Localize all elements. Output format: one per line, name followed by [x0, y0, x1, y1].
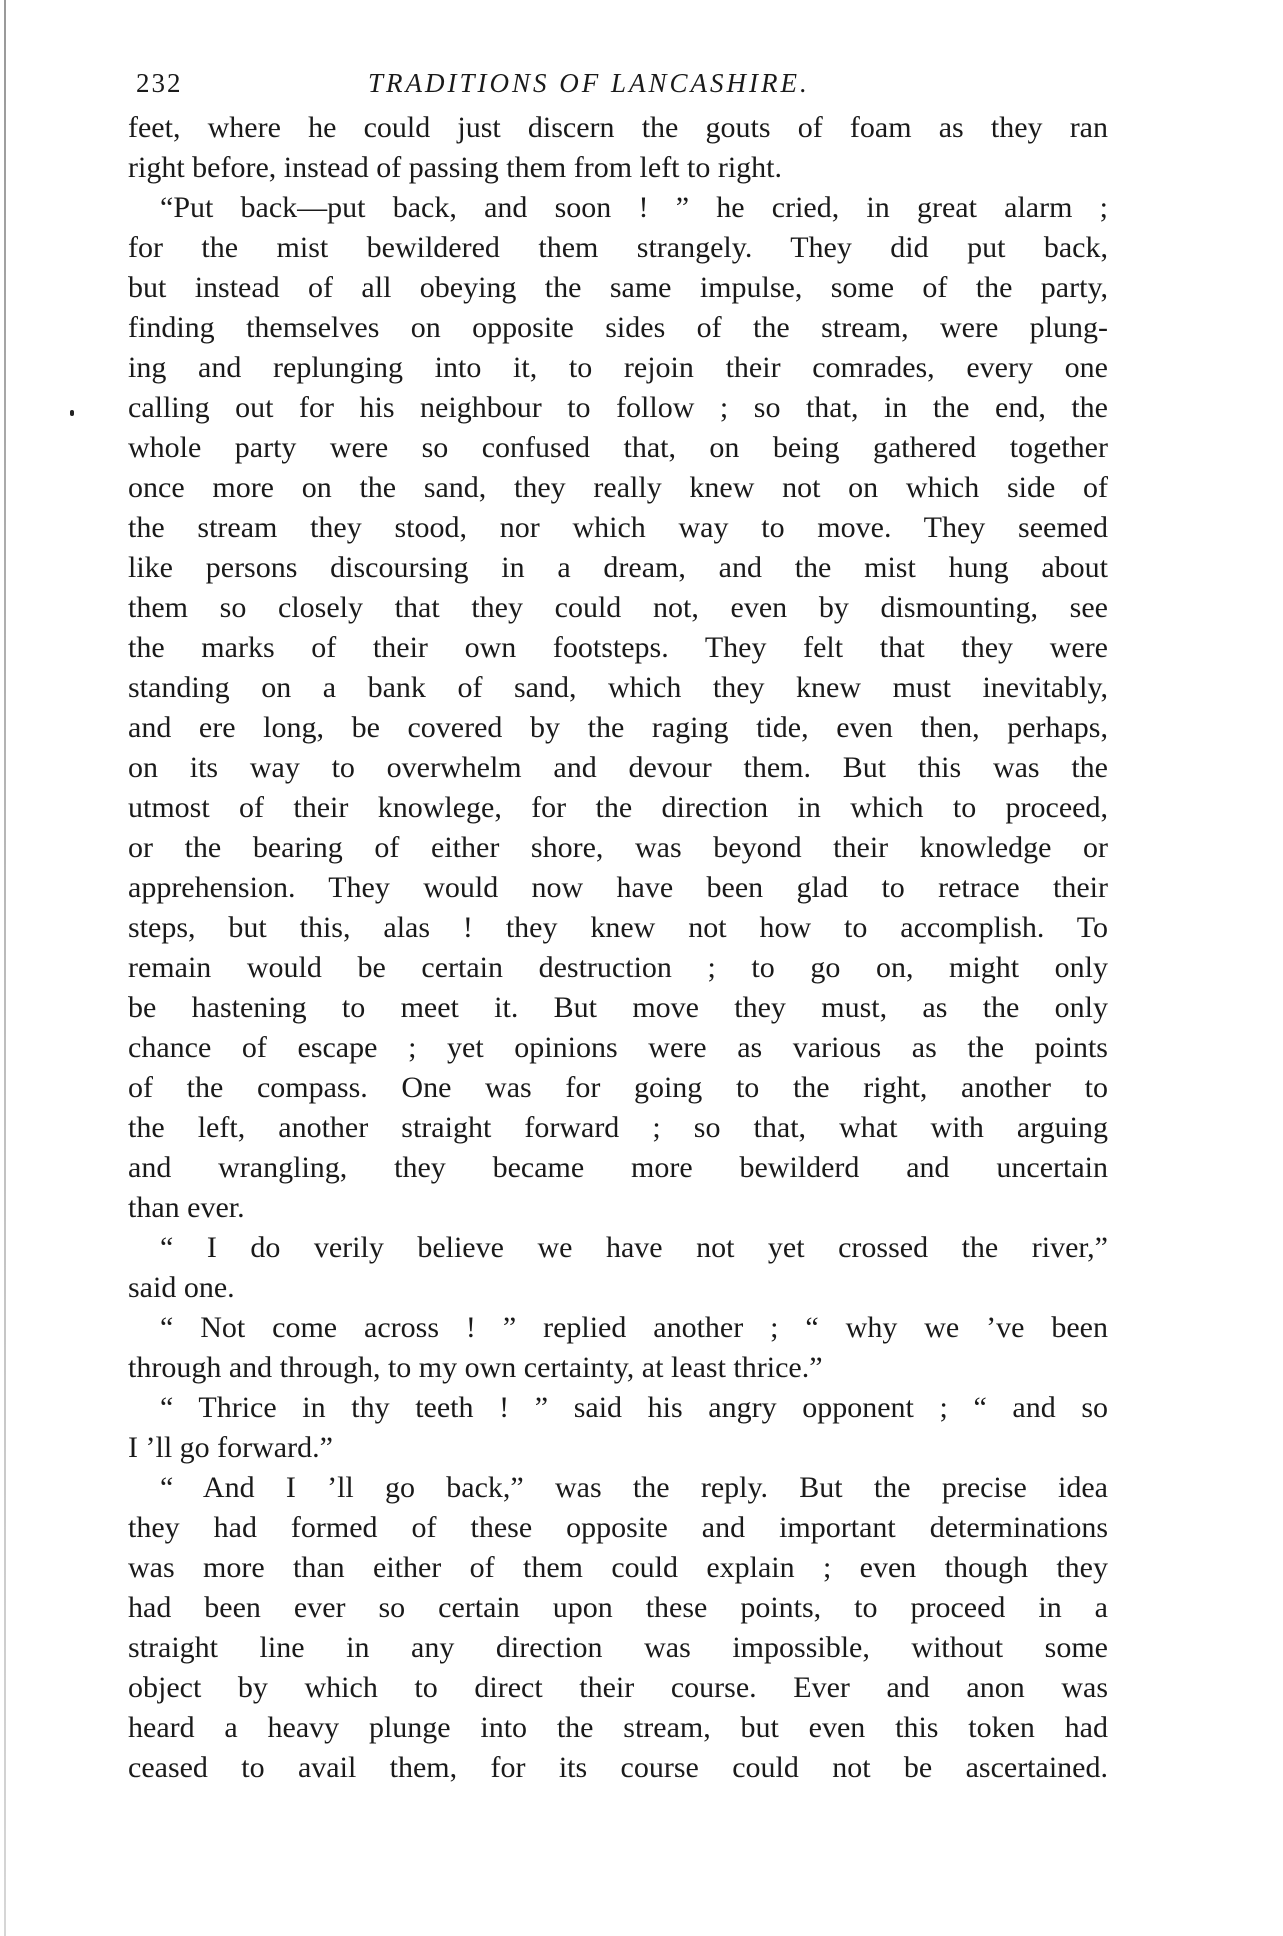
text-line: them so closely that they could not, even by dismounting, see	[128, 591, 1108, 624]
book-page	[128, 60, 1108, 1788]
text-line: than ever.	[128, 1191, 245, 1224]
text-line: steps, but this, alas ! they knew not how to accomplish. To	[128, 911, 1108, 944]
text-line: finding themselves on opposite sides of the stream, were plung-	[128, 311, 1108, 344]
running-title: TRADITIONS OF LANCASHIRE.	[368, 68, 810, 98]
text-line: or the bearing of either shore, was beyond their knowledge or	[128, 831, 1108, 864]
text-line: ing and replunging into it, to rejoin their comrades, every one	[128, 351, 1108, 384]
text-line: and ere long, be covered by the raging tide, even then, perhaps,	[128, 711, 1108, 744]
text-line: once more on the sand, they really knew not on which side of	[128, 471, 1108, 504]
text-line: the marks of their own footsteps. They felt that they were	[128, 631, 1108, 664]
text-line: I ’ll go forward.”	[128, 1431, 333, 1464]
text-line: ceased to avail them, for its course could not be ascertained.	[128, 1751, 1108, 1784]
text-line: whole party were so confused that, on being gathered together	[128, 431, 1108, 464]
text-line: utmost of their knowlege, for the direction in which to proceed,	[128, 791, 1108, 824]
text-line: remain would be certain destruction ; to go on, might only	[128, 951, 1108, 984]
text-line: apprehension. They would now have been glad to retrace their	[128, 871, 1108, 904]
running-head	[128, 60, 1108, 108]
text-line: standing on a bank of sand, which they knew must inevitably,	[128, 671, 1108, 704]
text-line: feet, where he could just discern the gouts of foam as they ran	[128, 111, 1108, 144]
text-line: had been ever so certain upon these points, to proceed in a	[128, 1591, 1108, 1624]
text-line: on its way to overwhelm and devour them. But this was the	[128, 751, 1108, 784]
text-line: but instead of all obeying the same impulse, some of the party,	[128, 271, 1108, 304]
text-line: “ And I ’ll go back,” was the reply. But the precise idea	[160, 1471, 1108, 1504]
text-line: “Put back—put back, and soon ! ” he cried, in great alarm ;	[160, 191, 1108, 224]
text-line: said one.	[128, 1271, 235, 1304]
text-line: right before, instead of passing them from left to right.	[128, 151, 783, 184]
text-line: heard a heavy plunge into the stream, but even this token had	[128, 1711, 1108, 1744]
text-line: they had formed of these opposite and important determinations	[128, 1511, 1108, 1544]
text-line: and wrangling, they became more bewilderd and uncertain	[128, 1151, 1108, 1184]
text-line: straight line in any direction was impossible, without some	[128, 1631, 1108, 1664]
text-line: the stream they stood, nor which way to move. They seemed	[128, 511, 1108, 544]
text-line: object by which to direct their course. Ever and anon was	[128, 1671, 1108, 1704]
text-line: the left, another straight forward ; so that, what with arguing	[128, 1111, 1108, 1144]
scan-edge	[4, 0, 6, 1936]
text-line: “ Thrice in thy teeth ! ” said his angry opponent ; “ and so	[160, 1391, 1108, 1424]
text-line: be hastening to meet it. But move they must, as the only	[128, 991, 1108, 1024]
text-line: “ Not come across ! ” replied another ; “ why we ’ve been	[160, 1311, 1108, 1344]
text-line: for the mist bewildered them strangely. They did put back,	[128, 231, 1108, 264]
text-line: like persons discoursing in a dream, and the mist hung about	[128, 551, 1108, 584]
ink-speck	[70, 410, 74, 416]
text-line: calling out for his neighbour to follow ; so that, in the end, the	[128, 391, 1108, 424]
text-line: of the compass. One was for going to the right, another to	[128, 1071, 1108, 1104]
body-text	[128, 108, 1108, 1788]
text-line: through and through, to my own certainty, at least thrice.”	[128, 1351, 823, 1384]
text-line: “ I do verily believe we have not yet crossed the river,”	[160, 1231, 1108, 1264]
page-number: 232	[136, 68, 183, 98]
text-line: was more than either of them could explain ; even though they	[128, 1551, 1108, 1584]
text-line: chance of escape ; yet opinions were as various as the points	[128, 1031, 1108, 1064]
